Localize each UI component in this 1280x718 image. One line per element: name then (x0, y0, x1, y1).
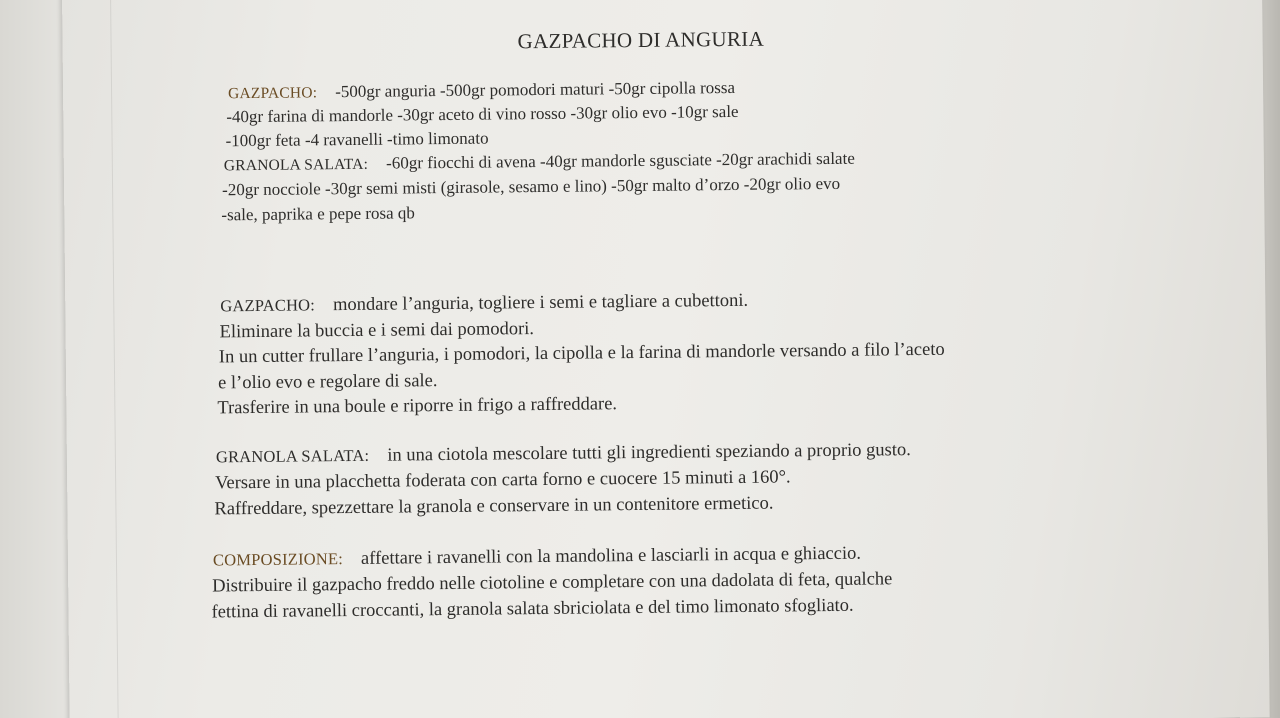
ingredients-gazpacho-text-1: -500gr anguria -500gr pomodori maturi -50gr cipolla rossa (335, 77, 736, 102)
ingredients-granola-line-1 (224, 149, 855, 176)
procedure-granola-line-2: Versare in una placchetta foderata con carta forno e cuocere 15 minuti a 160°. (215, 467, 791, 494)
procedure-gazpacho-label: GAZPACHO: (220, 295, 316, 316)
procedure-granola-line-1 (216, 440, 911, 468)
procedure-granola-label: GRANOLA SALATA: (215, 445, 370, 467)
ingredients-granola-line-2: -20gr nocciole -30gr semi misti (girasole, sesamo e lino) -50gr malto d’orzo -20gr olio evo (222, 173, 841, 200)
ingredients-gazpacho-line-3: -100gr feta -4 ravanelli -timo limonato (225, 128, 489, 151)
procedure-gazpacho-line-3: In un cutter frullare l’anguria, i pomodori, la cipolla e la farina di mandorle versando a filo l’aceto (218, 339, 945, 368)
ingredients-gazpacho-line-1 (228, 78, 735, 103)
ingredients-granola-text-1: -60gr fiocchi di avena -40gr mandorle sgusciate -20gr arachidi salate (386, 148, 855, 173)
procedure-composizione-line-2: Distribuire il gazpacho freddo nelle ciotoline e completare con una dadolata di feta, qualche (212, 569, 893, 597)
procedure-gazpacho-line-5: Trasferire in una boule e riporre in frigo a raffreddare. (217, 394, 618, 419)
procedure-gazpacho-line-2: Eliminare la buccia e i semi dai pomodori. (219, 319, 535, 343)
procedure-composizione-line-3: fettina di ravanelli croccanti, la granola salata sbriciolata e del timo limonato sfogliato. (211, 595, 854, 623)
recipe-title: GAZPACHO DI ANGURIA (517, 26, 765, 54)
procedure-gazpacho-line-1 (220, 291, 748, 318)
recipe-sheet (62, 0, 1270, 718)
procedure-composizione-text-1: affettare i ravanelli con la mandolina e lasciarli in acqua e ghiaccio. (360, 543, 862, 569)
ingredients-gazpacho-label: GAZPACHO: (228, 84, 318, 103)
ingredients-gazpacho-line-2: -40gr farina di mandorle -30gr aceto di vino rosso -30gr olio evo -10gr sale (226, 101, 739, 127)
procedure-gazpacho-text-1: mondare l’anguria, togliere i semi e tagliare a cubettoni. (332, 290, 749, 316)
ingredients-granola-line-3: -sale, paprika e pepe rosa qb (221, 203, 415, 225)
procedure-gazpacho-line-4: e l’olio evo e regolare di sale. (218, 371, 438, 394)
procedure-composizione-label: COMPOSIZIONE: (212, 549, 344, 570)
procedure-composizione-line-1 (213, 544, 861, 572)
recipe-content (62, 0, 1270, 718)
procedure-granola-line-3: Raffreddare, spezzettare la granola e conservare in un contenitore ermetico. (214, 493, 774, 520)
procedure-granola-text-1: in una ciotola mescolare tutti gli ingredienti speziando a proprio gusto. (387, 440, 911, 466)
ingredients-granola-label: GRANOLA SALATA: (223, 155, 369, 175)
